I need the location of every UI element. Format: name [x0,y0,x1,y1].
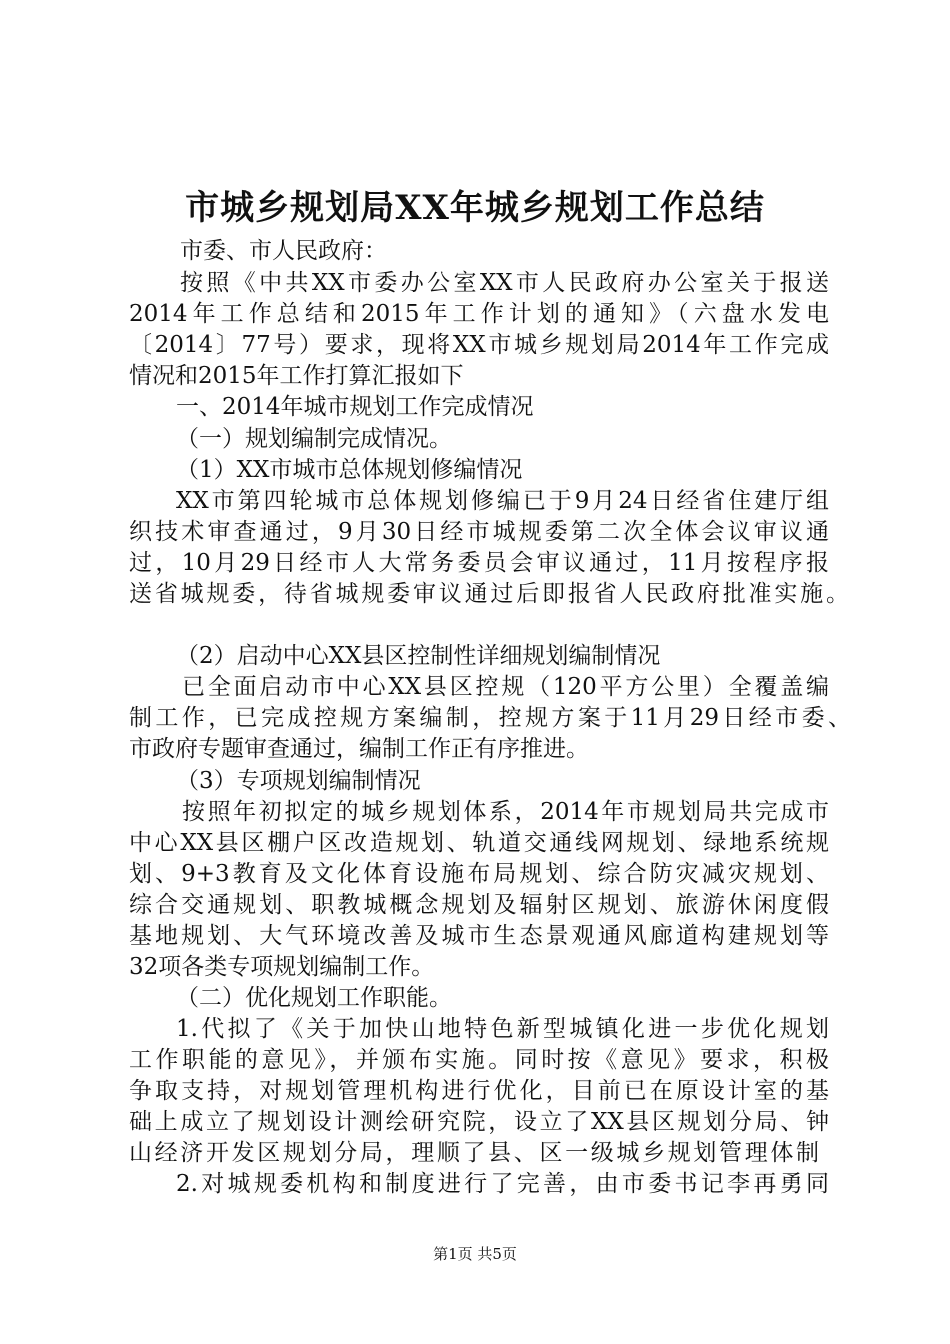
document-title: 市城乡规划局XX年城乡规划工作总结 [185,188,765,228]
paragraph-line: 市政府专题审查通过，编制工作正有序推进。 [129,736,589,762]
paragraph-line: 〔2014〕77号）要求，现将XX市城乡规划局2014年工作完成 [129,332,829,358]
page-footer: 第1页 共5页 [433,1245,517,1263]
item-heading: （2）启动中心XX县区控制性详细规划编制情况 [176,643,661,669]
paragraph-line: 32项各类专项规划编制工作。 [129,954,435,980]
paragraph-line: 综合交通规划、职教城概念规划及辐射区规划、旅游休闲度假 [129,892,829,918]
paragraph-line: XX市第四轮城市总体规划修编已于9月24日经省住建厅组 [176,488,829,514]
paragraph-line: 已全面启动市中心XX县区控规（120平方公里）全覆盖编 [182,674,829,700]
paragraph-line: 制工作，已完成控规方案编制，控规方案于11月29日经市委、 [129,705,851,731]
paragraph-line: 情况和2015年工作打算汇报如下 [129,363,464,389]
item-heading: （1）XX市城市总体规划修编情况 [176,457,523,483]
subsection-heading: （一）规划编制完成情况。 [176,426,452,452]
paragraph-line: 织技术审查通过，9月30日经市城规委第二次全体会议审议通 [129,519,829,545]
paragraph-line: 过，10月29日经市人大常务委员会审议通过，11月按程序报 [129,550,829,576]
paragraph-line: 山经济开发区规划分局，理顺了县、区一级城乡规划管理体制 [129,1140,819,1166]
paragraph-line: 2.对城规委机构和制度进行了完善，由市委书记李再勇同 [176,1171,829,1197]
item-heading: （3）专项规划编制情况 [176,768,421,794]
salutation: 市委、市人民政府： [180,238,387,264]
paragraph-line: 按照《中共XX市委办公室XX市人民政府办公室关于报送 [180,270,829,296]
paragraph-line: 2014年工作总结和2015年工作计划的通知》（六盘水发电 [129,301,829,327]
paragraph-line: 划、9+3教育及文化体育设施布局规划、综合防灾减灾规划、 [129,861,829,887]
paragraph-line: 工作职能的意见》，并颁布实施。同时按《意见》要求，积极 [129,1047,829,1073]
paragraph-line: 基地规划、大气环境改善及城市生态景观通风廊道构建规划等 [129,923,829,949]
paragraph-line: 础上成立了规划设计测绘研究院，设立了XX县区规划分局、钟 [129,1109,829,1135]
paragraph-line: 送省城规委，待省城规委审议通过后即报省人民政府批准实施。 [129,581,849,607]
section-heading: 一、2014年城市规划工作完成情况 [176,394,534,420]
paragraph-line: 1.代拟了《关于加快山地特色新型城镇化进一步优化规划 [176,1016,829,1042]
subsection-heading: （二）优化规划工作职能。 [176,985,452,1011]
paragraph-line: 按照年初拟定的城乡规划体系，2014年市规划局共完成市 [182,799,829,825]
paragraph-line: 争取支持，对规划管理机构进行优化，目前已在原设计室的基 [129,1078,829,1104]
paragraph-line: 中心XX县区棚户区改造规划、轨道交通线网规划、绿地系统规 [129,830,829,856]
